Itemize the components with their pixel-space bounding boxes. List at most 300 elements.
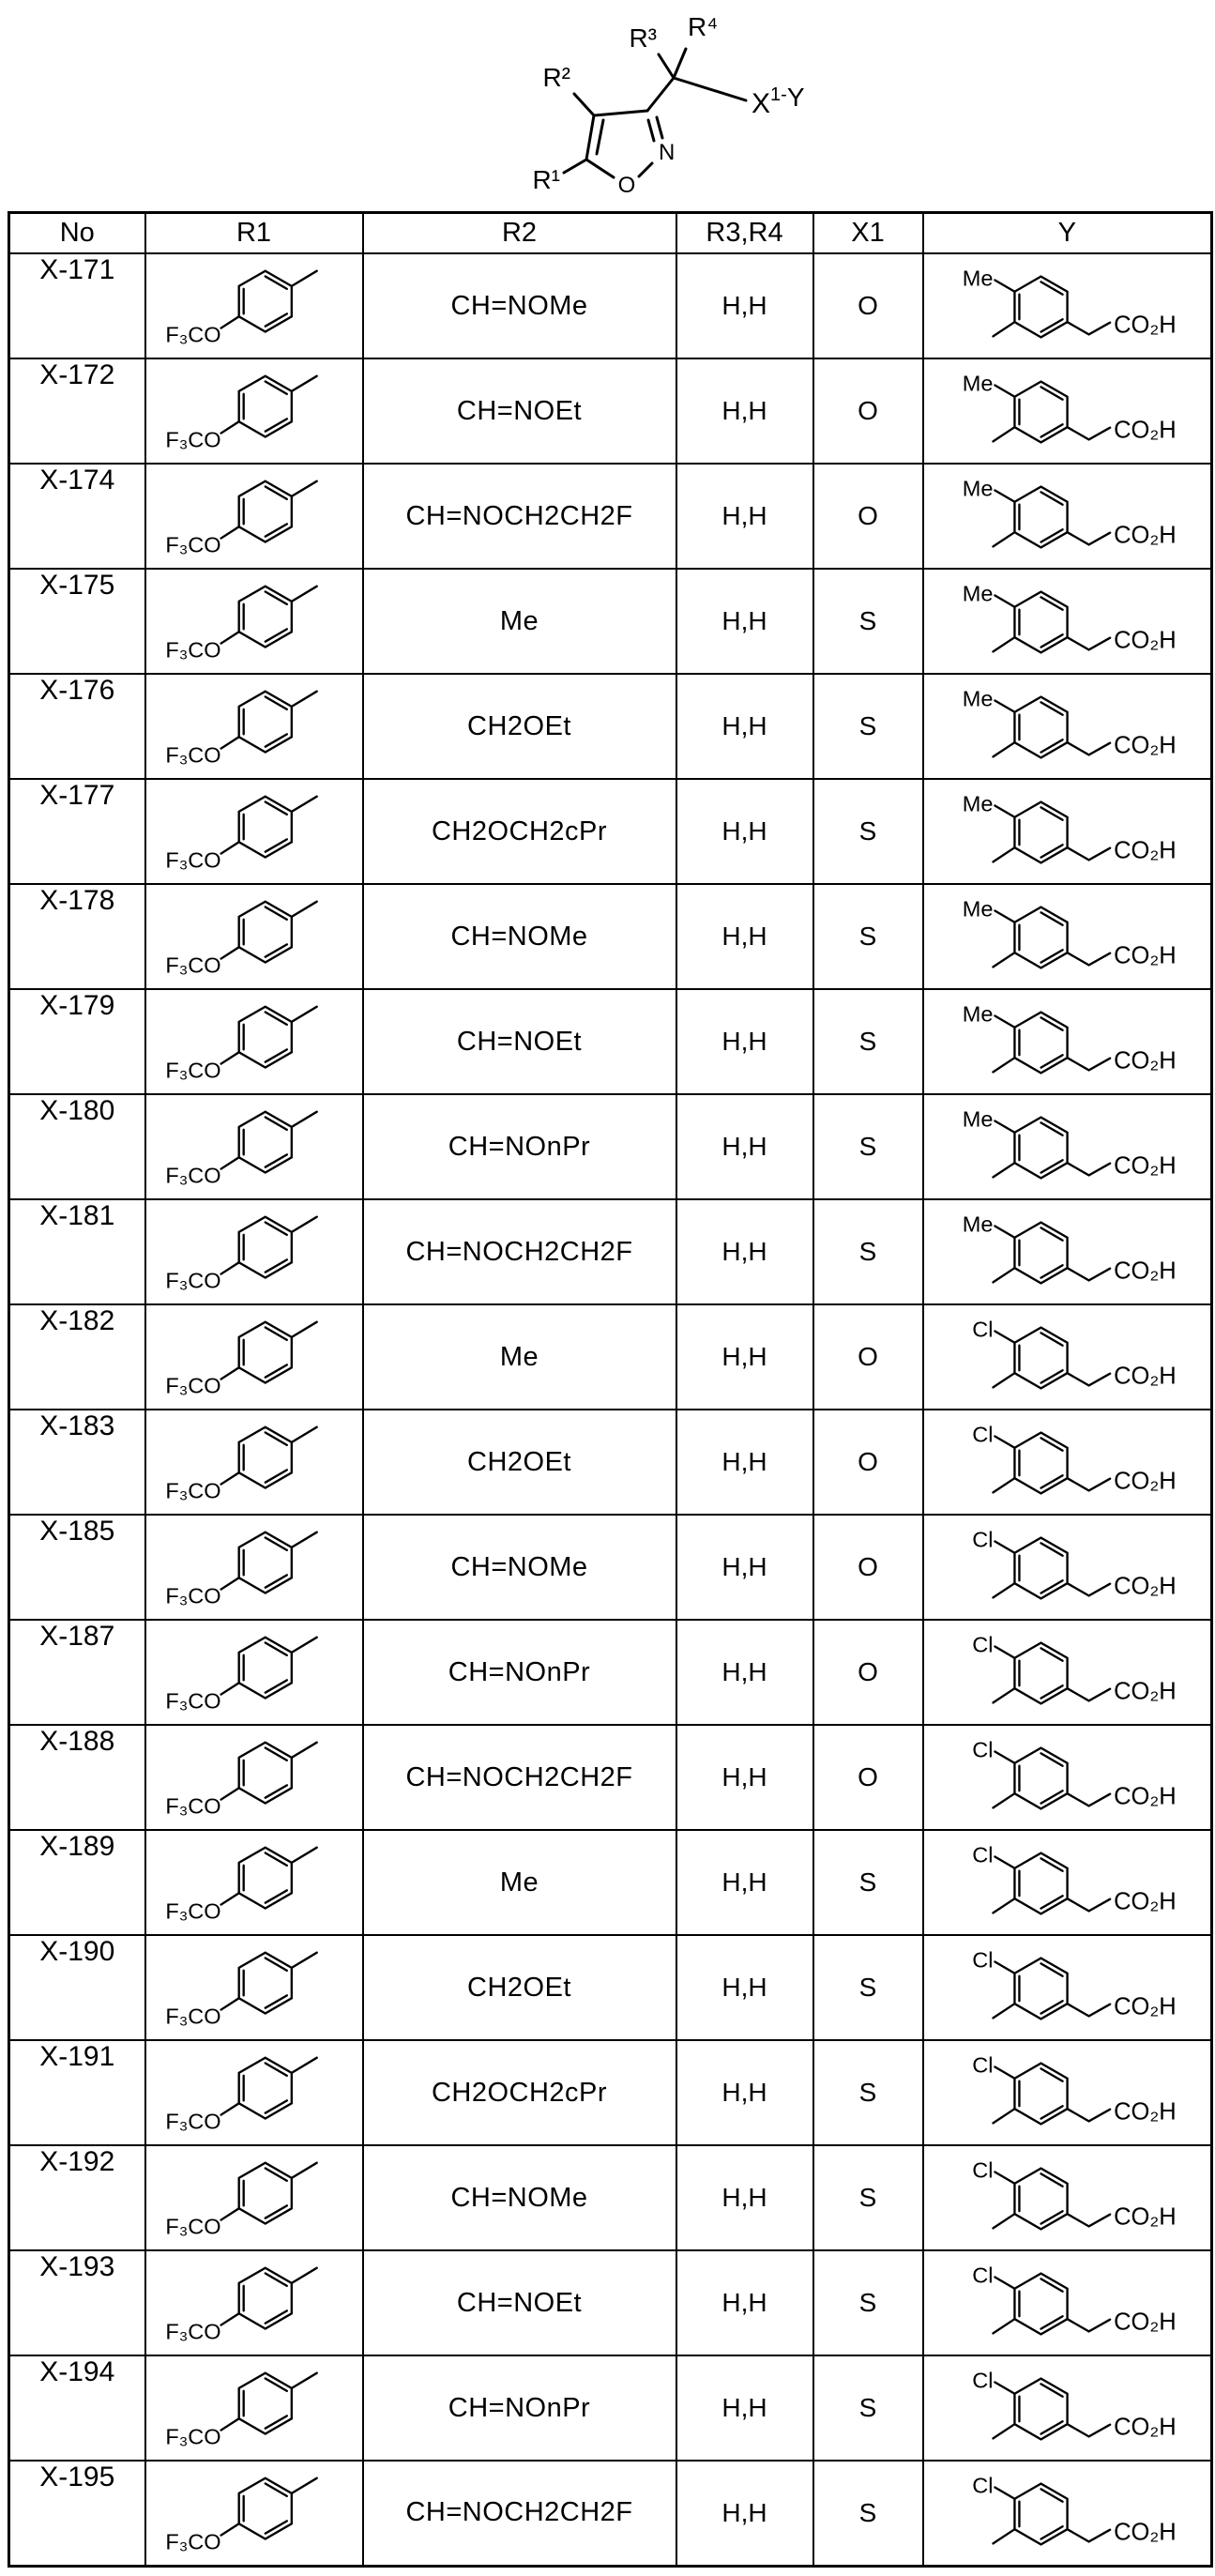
ocf3-label: F₃CO [164, 427, 221, 452]
compound-no: X-185 [9, 1515, 145, 1620]
x1-value: S [813, 779, 923, 884]
ocf3-bond [220, 1893, 238, 1904]
ocf3-label: F₃CO [164, 1688, 221, 1714]
y-structure [924, 1622, 1209, 1723]
r3r4-value: H,H [676, 674, 813, 779]
co2h-label: CO₂H [1113, 2519, 1177, 2546]
y-structure [924, 2462, 1209, 2564]
y-structure-cell [923, 569, 1212, 674]
attachment-bond [291, 1848, 316, 1863]
ocf3-label: F₃CO [164, 1163, 221, 1188]
r2-value: CH2OCH2cPr [363, 2040, 676, 2145]
y-substituent-label: Cl [971, 1737, 993, 1762]
attachment-bond [993, 2214, 1014, 2228]
r2-label: R² [542, 63, 570, 92]
co2h-label: CO₂H [1113, 2098, 1177, 2126]
r2-value: CH=NOCH2CH2F [363, 464, 676, 569]
substituent-bond [995, 806, 1014, 817]
y-substituent-label: Me [962, 896, 993, 922]
r2-value: Me [363, 1830, 676, 1935]
y-structure-cell [923, 2461, 1212, 2566]
r2-value: CH=NOEt [363, 989, 676, 1094]
x1-value: O [813, 1410, 923, 1515]
x1-value: S [813, 1830, 923, 1935]
attachment-bond [993, 1478, 1014, 1492]
ch2-co2h-chain [1067, 1898, 1110, 1911]
r3r4-value: H,H [676, 1199, 813, 1304]
co2h-label: CO₂H [1113, 2414, 1177, 2441]
r1-structure-cell [145, 1410, 363, 1515]
phenyl-ring [238, 481, 291, 542]
r1-structure [146, 2042, 360, 2143]
co2h-label: CO₂H [1113, 732, 1177, 759]
ocf3-bond [220, 1578, 238, 1589]
y-structure-cell [923, 989, 1212, 1094]
r1-structure [146, 991, 360, 1092]
y-structure-cell [923, 779, 1212, 884]
r1-structure [146, 1411, 360, 1513]
substituent-bond [995, 596, 1014, 607]
y-structure [924, 2042, 1209, 2143]
r1-structure-cell [145, 1515, 363, 1620]
col-header-r3r4: R3,R4 [676, 213, 813, 254]
y-structure [924, 1096, 1209, 1197]
phenyl-ring [238, 2058, 291, 2119]
co2h-label: CO₂H [1113, 1047, 1177, 1075]
phenyl-ring [238, 1007, 291, 1068]
attachment-bond [291, 1953, 316, 1968]
attachment-bond [993, 1163, 1014, 1177]
ch2-co2h-chain [1067, 637, 1110, 649]
y-substituent-label: Cl [971, 1317, 993, 1342]
y-substituent-label: Cl [971, 2368, 993, 2393]
r2-value: CH=NOnPr [363, 1094, 676, 1199]
attachment-bond [291, 1007, 316, 1022]
r3r4-value: H,H [676, 2250, 813, 2355]
compound-no: X-191 [9, 2040, 145, 2145]
attachment-bond [993, 637, 1014, 651]
co2h-label: CO₂H [1113, 2309, 1177, 2336]
phenyl-ring [1014, 1643, 1067, 1704]
co2h-label: CO₂H [1113, 1888, 1177, 1915]
attachment-bond [291, 376, 316, 391]
compound-no: X-171 [9, 253, 145, 358]
table-row [9, 2355, 1212, 2461]
attachment-bond [993, 1268, 1014, 1282]
ch2-co2h-chain [1067, 2529, 1110, 2541]
attachment-bond [291, 1743, 316, 1758]
ocf3-bond [220, 1788, 238, 1799]
r3r4-value: H,H [676, 1935, 813, 2040]
y-substituent-label: Cl [971, 2473, 993, 2498]
phenyl-ring [238, 1217, 291, 1278]
y-substituent-label: Cl [971, 1422, 993, 1447]
r1-structure [146, 465, 360, 567]
x1-value: O [813, 1620, 923, 1725]
r3r4-value: H,H [676, 884, 813, 989]
r3r4-value: H,H [676, 253, 813, 358]
substituent-bond [995, 1857, 1014, 1868]
table-row [9, 2145, 1212, 2250]
compound-table-header [9, 213, 1212, 254]
r2-value: CH2OCH2cPr [363, 779, 676, 884]
r1-structure-cell [145, 989, 363, 1094]
ocf3-bond [220, 1472, 238, 1484]
r2-value: CH=NOEt [363, 2250, 676, 2355]
table-row [9, 1620, 1212, 1725]
x1-value: S [813, 569, 923, 674]
y-substituent-label: Me [962, 1212, 993, 1237]
r1-structure-cell [145, 1830, 363, 1935]
y-substituent-label: Cl [971, 2052, 993, 2078]
r3r4-value: H,H [676, 779, 813, 884]
attachment-bond [291, 2373, 316, 2388]
ocf3-label: F₃CO [164, 953, 221, 978]
phenyl-ring [1014, 1538, 1067, 1599]
x1-value: S [813, 2040, 923, 2145]
ocf3-bond [220, 526, 238, 538]
phenyl-ring [238, 2163, 291, 2224]
r2-value: CH=NOnPr [363, 1620, 676, 1725]
compound-no: X-182 [9, 1304, 145, 1410]
compound-no: X-178 [9, 884, 145, 989]
substituent-bond [995, 2487, 1014, 2498]
r2-value: CH=NOCH2CH2F [363, 2461, 676, 2566]
phenyl-ring [238, 1848, 291, 1909]
ocf3-label: F₃CO [164, 2214, 221, 2239]
r1-structure-cell [145, 884, 363, 989]
y-substituent-label: Me [962, 791, 993, 816]
substituent-bond [995, 2172, 1014, 2184]
ring-nitrogen-label: N [659, 140, 676, 165]
co2h-label: CO₂H [1113, 1573, 1177, 1600]
ring-oxygen-label: O [617, 173, 636, 198]
ocf3-bond [220, 1157, 238, 1168]
r1-structure [146, 1622, 360, 1723]
ocf3-bond [220, 842, 238, 853]
compound-table-body [9, 253, 1212, 2566]
ocf3-label: F₃CO [164, 742, 221, 768]
substituent-bond [995, 2383, 1014, 2394]
x1-value: S [813, 2145, 923, 2250]
phenyl-ring [238, 587, 291, 648]
r3r4-value: H,H [676, 1410, 813, 1515]
compound-no: X-194 [9, 2355, 145, 2461]
phenyl-ring [1014, 2379, 1067, 2440]
co2h-label: CO₂H [1113, 1152, 1177, 1180]
ocf3-bond [220, 1683, 238, 1694]
r3r4-value: H,H [676, 2145, 813, 2250]
y-structure-cell [923, 253, 1212, 358]
table-row [9, 1410, 1212, 1515]
substituent-bond [995, 281, 1014, 292]
table-row [9, 989, 1212, 1094]
r1-structure [146, 1201, 360, 1303]
r1-structure-cell [145, 1725, 363, 1830]
ocf3-label: F₃CO [164, 2319, 221, 2344]
substituent-bond [995, 1962, 1014, 1974]
ch2-co2h-chain [1067, 322, 1110, 334]
r3r4-value: H,H [676, 1725, 813, 1830]
ch2-co2h-chain [1067, 427, 1110, 439]
phenyl-ring [1014, 1118, 1067, 1179]
compound-no: X-175 [9, 569, 145, 674]
attachment-bond [993, 2004, 1014, 2018]
ocf3-bond [220, 2313, 238, 2324]
x1-value: S [813, 1199, 923, 1304]
substituent-bond [995, 701, 1014, 712]
r2-value: CH=NOCH2CH2F [363, 1199, 676, 1304]
r2-value: CH2OEt [363, 674, 676, 779]
attachment-bond [993, 427, 1014, 441]
attachment-bond [993, 1373, 1014, 1387]
r3r4-value: H,H [676, 1515, 813, 1620]
r3r4-value: H,H [676, 2355, 813, 2461]
attachment-bond [993, 322, 1014, 336]
y-substituent-label: Cl [971, 2157, 993, 2183]
phenyl-ring [238, 2373, 291, 2434]
table-row [9, 779, 1212, 884]
x1-value: S [813, 1935, 923, 2040]
ocf3-label: F₃CO [164, 1478, 221, 1503]
co2h-label: CO₂H [1113, 522, 1177, 549]
r3r4-value: H,H [676, 1830, 813, 1935]
r1-structure [146, 1727, 360, 1828]
phenyl-ring [238, 2268, 291, 2329]
x1-value: O [813, 358, 923, 464]
ocf3-label: F₃CO [164, 2004, 221, 2029]
r2-value: CH=NOEt [363, 358, 676, 464]
table-row [9, 569, 1212, 674]
ocf3-label: F₃CO [164, 1898, 221, 1924]
ch2-co2h-chain [1067, 1268, 1110, 1280]
table-row [9, 1304, 1212, 1410]
y-structure-cell [923, 1830, 1212, 1935]
ocf3-label: F₃CO [164, 1373, 221, 1398]
ocf3-bond [220, 1262, 238, 1273]
ch2-co2h-chain [1067, 1163, 1110, 1175]
r1-structure-cell [145, 2461, 363, 2566]
substituent-bond [995, 1332, 1014, 1343]
r3r4-value: H,H [676, 569, 813, 674]
compound-no: X-180 [9, 1094, 145, 1199]
y-structure [924, 1727, 1209, 1828]
y-structure-cell [923, 2250, 1212, 2355]
r1-structure-cell [145, 2355, 363, 2461]
compound-no: X-193 [9, 2250, 145, 2355]
r4-label: R⁴ [688, 12, 719, 41]
r1-structure [146, 1306, 360, 1408]
ch2-co2h-chain [1067, 953, 1110, 965]
substituent-bond [995, 911, 1014, 922]
phenyl-ring [1014, 1433, 1067, 1494]
substituent-bond [995, 1752, 1014, 1763]
attachment-bond [291, 1427, 316, 1442]
phenyl-ring [238, 1953, 291, 2014]
phenyl-ring [238, 692, 291, 753]
phenyl-ring [1014, 1328, 1067, 1389]
attachment-bond [291, 2058, 316, 2073]
y-substituent-label: Me [962, 266, 993, 291]
y-structure [924, 886, 1209, 987]
r1-structure [146, 360, 360, 462]
phenyl-ring [238, 376, 291, 437]
table-row [9, 464, 1212, 569]
attachment-bond [993, 532, 1014, 546]
table-row [9, 1094, 1212, 1199]
substituent-bond [995, 1227, 1014, 1238]
ocf3-label: F₃CO [164, 2424, 221, 2449]
y-substituent-label: Me [962, 1001, 993, 1027]
phenyl-ring [238, 1638, 291, 1699]
compound-no: X-181 [9, 1199, 145, 1304]
y-structure-cell [923, 674, 1212, 779]
substituent-bond [995, 1647, 1014, 1658]
ocf3-bond [220, 947, 238, 958]
y-structure-cell [923, 2040, 1212, 2145]
x1-value: O [813, 1725, 923, 1830]
phenyl-ring [1014, 1853, 1067, 1914]
ocf3-label: F₃CO [164, 2529, 221, 2554]
attachment-bond [291, 1322, 316, 1337]
ch2-co2h-chain [1067, 1478, 1110, 1490]
table-row [9, 2250, 1212, 2355]
ch2-co2h-chain [1067, 1058, 1110, 1070]
col-header-r2: R2 [363, 213, 676, 254]
r1-structure [146, 676, 360, 777]
compound-no: X-195 [9, 2461, 145, 2566]
y-structure [924, 1937, 1209, 2038]
y-structure-cell [923, 1935, 1212, 2040]
attachment-bond [291, 692, 316, 707]
phenyl-ring [238, 1532, 291, 1593]
r2-value: Me [363, 1304, 676, 1410]
phenyl-ring [1014, 1959, 1067, 2020]
ocf3-label: F₃CO [164, 532, 221, 557]
substituent-bond [995, 2278, 1014, 2289]
x1-value: O [813, 464, 923, 569]
y-structure-cell [923, 1620, 1212, 1725]
phenyl-ring [238, 271, 291, 332]
r3r4-value: H,H [676, 358, 813, 464]
co2h-label: CO₂H [1113, 312, 1177, 339]
attachment-bond [291, 1638, 316, 1653]
r2-value: CH=NOMe [363, 1515, 676, 1620]
compound-no: X-188 [9, 1725, 145, 1830]
co2h-label: CO₂H [1113, 1678, 1177, 1705]
col-header-no: No [9, 213, 145, 254]
phenyl-ring [1014, 382, 1067, 443]
attachment-bond [993, 2109, 1014, 2123]
isoxazole-ring [586, 111, 662, 177]
attachment-bond [993, 2319, 1014, 2333]
y-substituent-label: Cl [971, 1632, 993, 1657]
r3r4-value: H,H [676, 1620, 813, 1725]
phenyl-ring [238, 2477, 291, 2538]
attachment-bond [993, 2424, 1014, 2438]
attachment-bond [993, 1898, 1014, 1913]
r1-label: R¹ [532, 165, 560, 194]
y-substituent-label: Me [962, 476, 993, 501]
y-structure [924, 1411, 1209, 1513]
r1-structure [146, 1832, 360, 1933]
attachment-bond [291, 1112, 316, 1127]
r1-structure [146, 2252, 360, 2354]
y-structure [924, 1306, 1209, 1408]
x1-value: S [813, 2250, 923, 2355]
x1-value: S [813, 989, 923, 1094]
r2-value: CH2OEt [363, 1935, 676, 2040]
substituent-bond [995, 2067, 1014, 2079]
r1-structure [146, 1517, 360, 1618]
substituent-bond [995, 1542, 1014, 1553]
table-row [9, 1515, 1212, 1620]
table-row [9, 1935, 1212, 2040]
x1-value: O [813, 253, 923, 358]
r3r4-value: H,H [676, 1304, 813, 1410]
ch2-co2h-chain [1067, 532, 1110, 544]
table-row [9, 253, 1212, 358]
table-row [9, 884, 1212, 989]
attachment-bond [291, 271, 316, 286]
y-structure-cell [923, 2355, 1212, 2461]
ocf3-label: F₃CO [164, 1268, 221, 1293]
co2h-label: CO₂H [1113, 837, 1177, 864]
table-row [9, 1830, 1212, 1935]
ocf3-bond [220, 1998, 238, 2009]
co2h-label: CO₂H [1113, 1468, 1177, 1495]
r1-structure [146, 2462, 360, 2564]
r3r4-value: H,H [676, 2040, 813, 2145]
y-structure-cell [923, 884, 1212, 989]
r1-structure-cell [145, 1935, 363, 2040]
y-substituent-label: Me [962, 1106, 993, 1132]
ocf3-label: F₃CO [164, 1058, 221, 1083]
phenyl-ring [238, 797, 291, 858]
co2h-label: CO₂H [1113, 942, 1177, 969]
r1-structure [146, 2147, 360, 2248]
compound-no: X-183 [9, 1410, 145, 1515]
y-structure-cell [923, 2145, 1212, 2250]
ocf3-bond [220, 2418, 238, 2430]
attachment-bond [291, 481, 316, 496]
ocf3-bond [220, 421, 238, 433]
substituent-bonds [564, 49, 746, 173]
ocf3-bond [220, 2103, 238, 2114]
phenyl-ring [1014, 592, 1067, 653]
attachment-bond [993, 847, 1014, 861]
table-row [9, 2461, 1212, 2566]
y-substituent-label: Me [962, 581, 993, 606]
ocf3-bond [220, 632, 238, 643]
phenyl-ring [238, 1112, 291, 1173]
ocf3-bond [220, 2523, 238, 2535]
substituent-bond [995, 1437, 1014, 1448]
ch2-co2h-chain [1067, 1373, 1110, 1385]
co2h-label: CO₂H [1113, 2203, 1177, 2231]
y-substituent-label: Me [962, 686, 993, 711]
r1-structure [146, 1096, 360, 1197]
ocf3-bond [220, 1052, 238, 1063]
y-structure-cell [923, 1515, 1212, 1620]
x1-value: S [813, 1094, 923, 1199]
compound-no: X-176 [9, 674, 145, 779]
attachment-bond [993, 1688, 1014, 1702]
compound-no: X-179 [9, 989, 145, 1094]
y-substituent-label: Cl [971, 1842, 993, 1867]
phenyl-ring [1014, 697, 1067, 758]
phenyl-ring [1014, 1748, 1067, 1809]
